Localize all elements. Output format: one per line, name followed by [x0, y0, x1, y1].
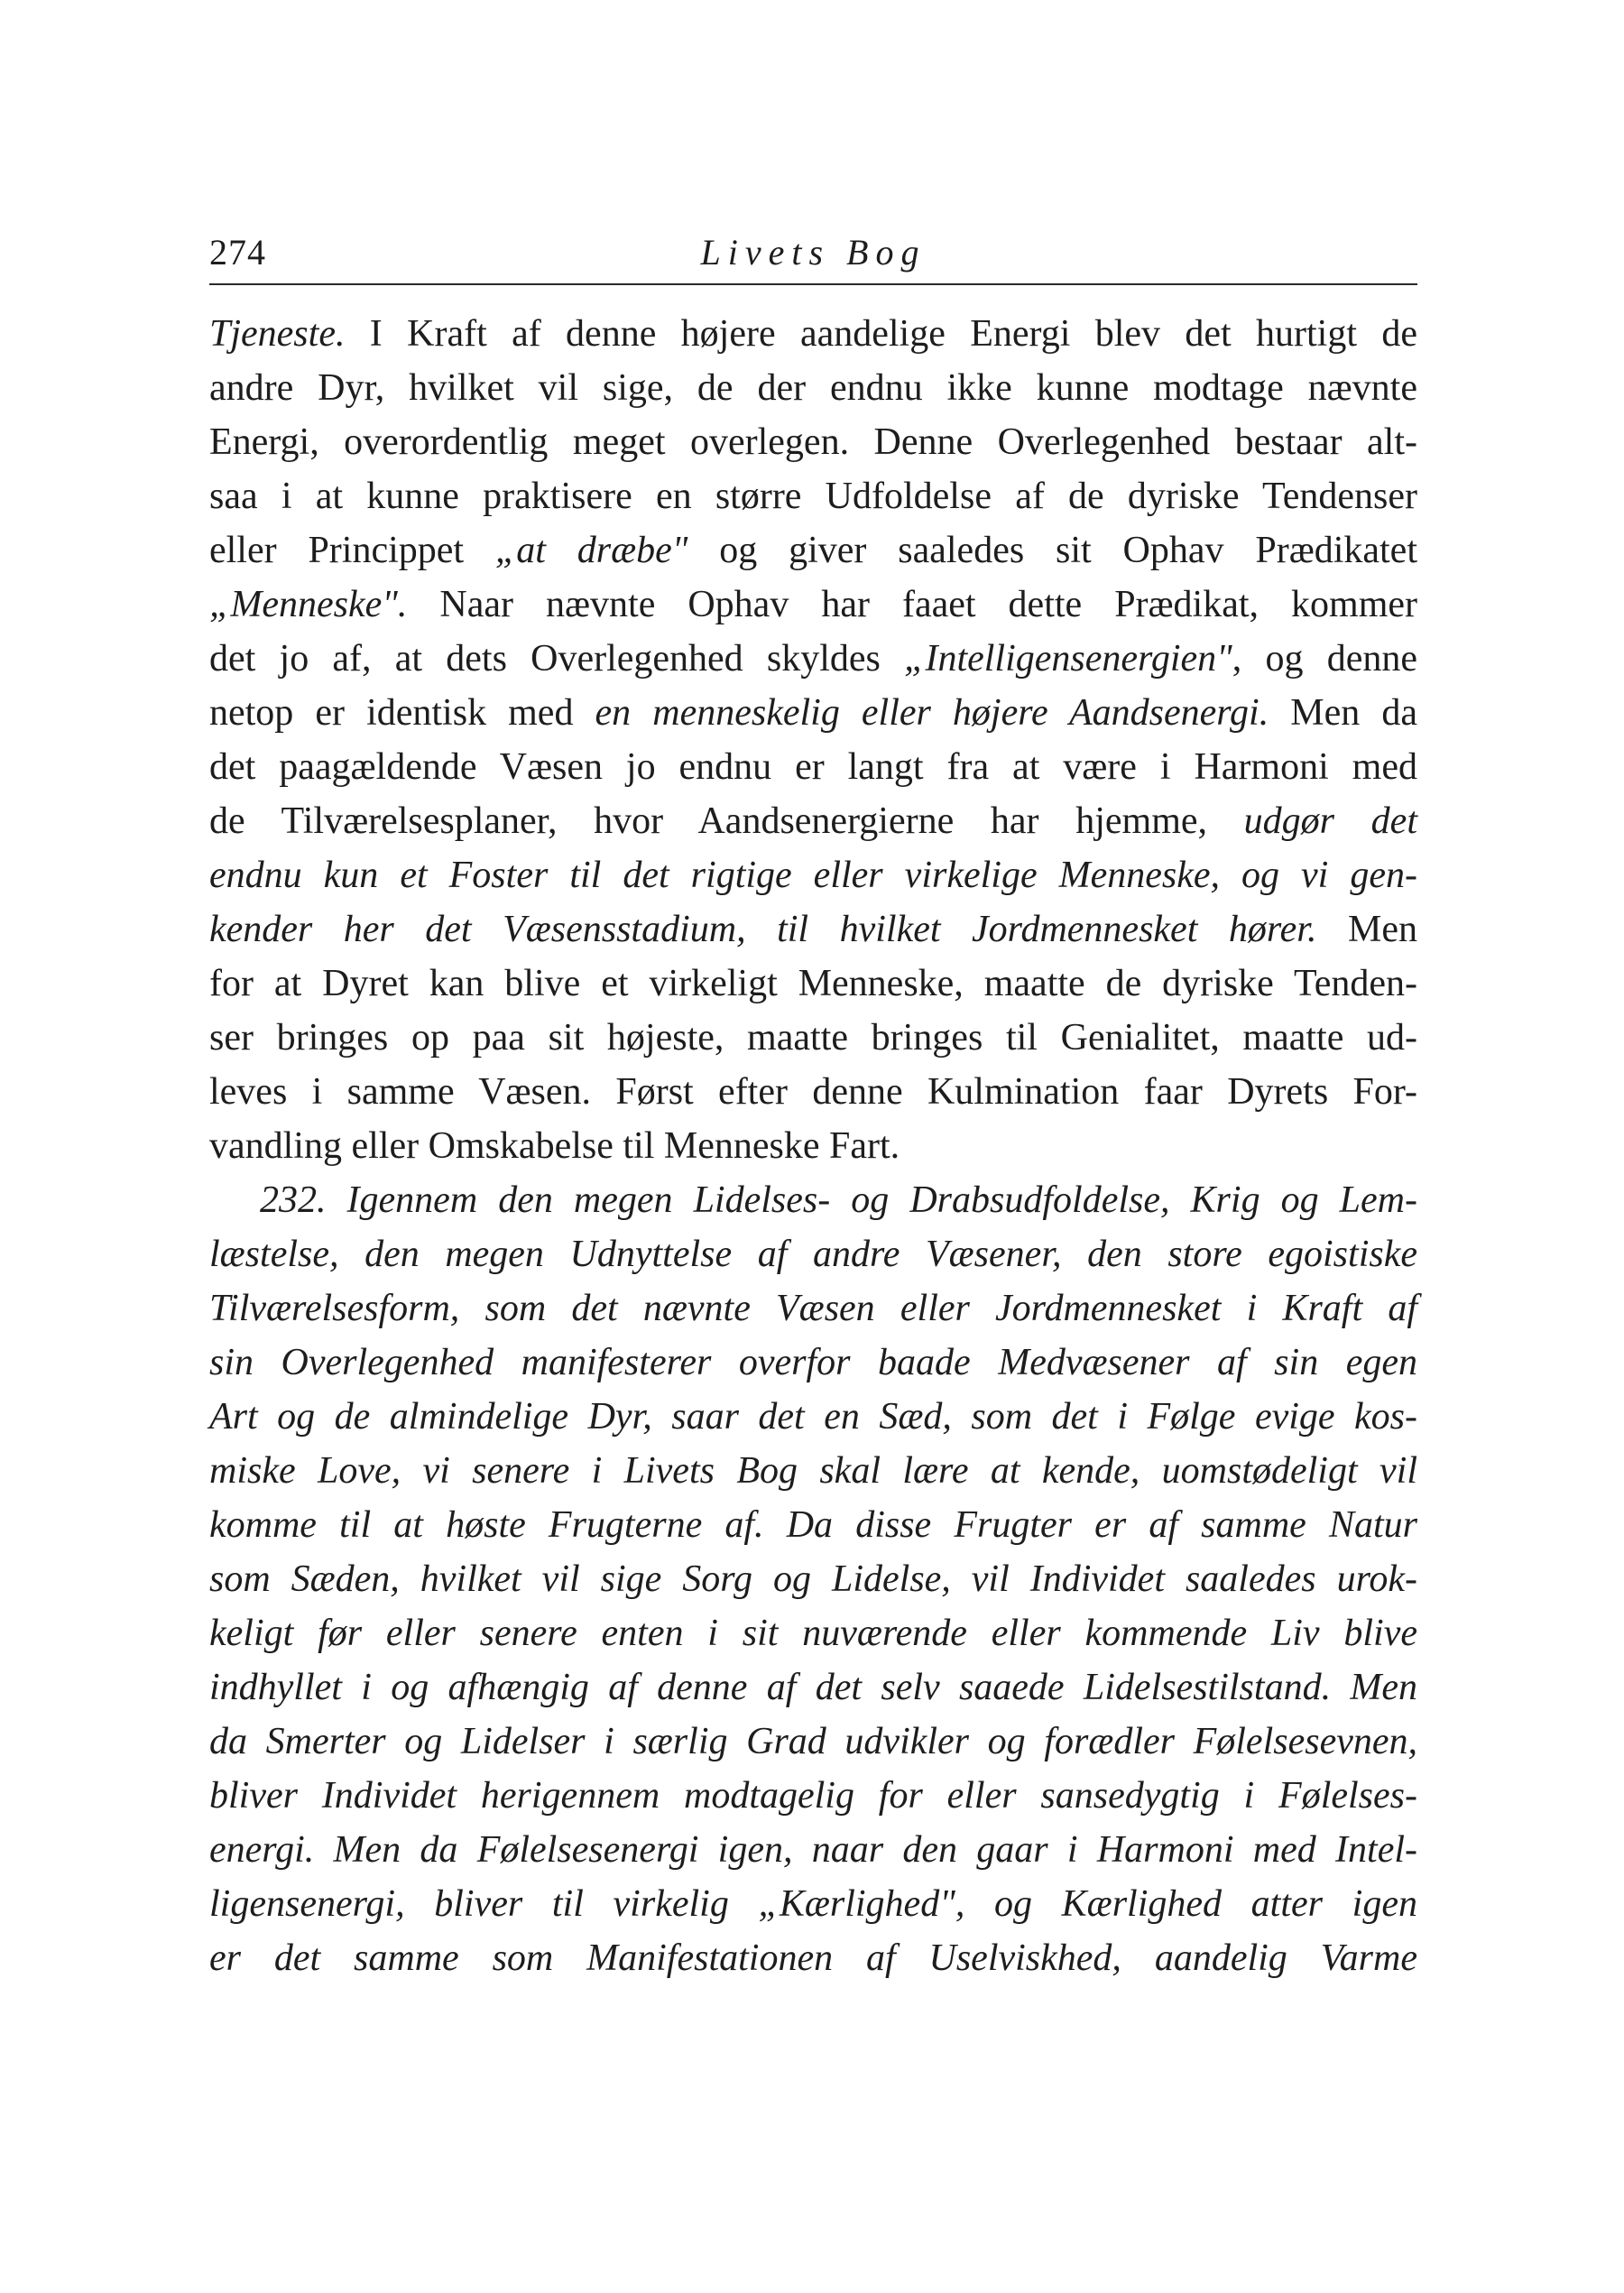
text-line: [209, 578, 1417, 632]
italic-text-run: 232. Igennem den megen Lidelses- og Drabsudfoldelse, Krig og Lem-: [260, 1179, 1417, 1221]
italic-text-run: er det samme som Manifestationen af Uselviskhed, aandelig Varme: [209, 1937, 1417, 1979]
text-run: det jo af, at dets Overlegenhed skyldes: [209, 638, 905, 680]
text-run: , og denne: [1232, 638, 1417, 680]
text-line: [209, 686, 1417, 740]
text-line: [209, 1336, 1417, 1390]
text-line: [209, 469, 1417, 523]
italic-text-run: ligensenergi, bliver til virkelig „Kærlighed", og Kærlighed atter igen: [209, 1883, 1417, 1925]
running-head: [209, 224, 1417, 282]
italic-text-run: som Sæden, hvilket vil sige Sorg og Lidelse, vil Individet saaledes urok-: [209, 1558, 1417, 1600]
text-run: leves i samme Væsen. Først efter denne Kulmination faar Dyrets For-: [209, 1071, 1417, 1113]
text-line: [209, 1498, 1417, 1552]
text-line: [209, 740, 1417, 794]
italic-text-run: keligt før eller senere enten i sit nuværende eller kommende Liv blive: [209, 1613, 1417, 1654]
text-run: Energi, overordentlig meget overlegen. Denne Overlegenhed bestaar alt-: [209, 421, 1417, 463]
text-run: netop er identisk med: [209, 692, 595, 734]
italic-text-run: Art og de almindelige Dyr, saar det en Sæd, som det i Følge evige kos-: [209, 1396, 1417, 1438]
italic-text-run: indhyllet i og afhængig af denne af det selv saaede Lidelsestilstand. Men: [209, 1667, 1417, 1708]
body-text: [209, 307, 1417, 1985]
italic-text-run: miske Love, vi senere i Livets Bog skal lære at kende, uomstødeligt vil: [209, 1450, 1417, 1492]
text-line: [209, 361, 1417, 415]
italic-text-run: „Menneske".: [209, 584, 408, 625]
italic-text-run: udgør det: [1243, 800, 1417, 842]
text-line: [209, 1877, 1417, 1931]
text-line: [209, 1065, 1417, 1119]
text-line: [209, 1227, 1417, 1281]
text-line: [209, 307, 1417, 361]
text-line: [209, 1660, 1417, 1715]
italic-text-run: Tjeneste.: [209, 313, 346, 355]
text-run: I Kraft af denne højere aandelige Energi blev det hurtigt de: [345, 313, 1417, 355]
italic-text-run: da Smerter og Lidelser i særlig Grad udvikler og forædler Følelsesevnen,: [209, 1721, 1417, 1762]
text-line: [209, 1173, 1417, 1227]
text-run: Men: [1316, 909, 1417, 950]
text-line: [209, 1281, 1417, 1336]
text-line: [209, 957, 1417, 1011]
text-run: saa i at kunne praktisere en større Udfoldelse af de dyriske Tendenser: [209, 476, 1417, 517]
text-line: [209, 1823, 1417, 1877]
running-title: Livets Bog: [700, 232, 927, 273]
header-rule: [209, 283, 1417, 285]
italic-text-run: komme til at høste Frugterne af. Da disse Frugter er af samme Natur: [209, 1504, 1417, 1546]
text-run: Naar nævnte Ophav har faaet dette Prædikat, kommer: [407, 584, 1417, 625]
italic-text-run: Tilværelsesform, som det nævnte Væsen eller Jordmennesket i Kraft af: [209, 1288, 1417, 1329]
italic-text-run: endnu kun et Foster til det rigtige eller virkelige Menneske, og vi gen-: [209, 855, 1417, 896]
text-run: ser bringes op paa sit højeste, maatte bringes til Genialitet, maatte ud-: [209, 1017, 1417, 1059]
text-run: de Tilværelsesplaner, hvor Aandsenergierne har hjemme,: [209, 800, 1244, 842]
text-line: [209, 632, 1417, 686]
text-line: [209, 794, 1417, 848]
text-line: [209, 1606, 1417, 1660]
italic-text-run: en menneskelig eller højere Aandsenergi.: [595, 692, 1269, 734]
text-line: [209, 902, 1417, 957]
italic-text-run: læstelse, den megen Udnyttelse af andre Væsener, den store egoistiske: [209, 1234, 1417, 1275]
italic-text-run: energi. Men da Følelsesenergi igen, naar den gaar i Harmoni med Intel-: [209, 1829, 1417, 1871]
italic-text-run: kender her det Væsensstadium, til hvilket Jordmennesket hører.: [209, 909, 1317, 950]
text-run: det paagældende Væsen jo endnu er langt fra at være i Harmoni med: [209, 746, 1417, 788]
text-run: for at Dyret kan blive et virkeligt Menneske, maatte de dyriske Tenden-: [209, 963, 1417, 1004]
text-line: [209, 415, 1417, 469]
text-line: [209, 848, 1417, 902]
text-line: [209, 1931, 1417, 1985]
text-line: [209, 523, 1417, 578]
text-line: [209, 1552, 1417, 1606]
text-run: Men da: [1269, 692, 1417, 734]
text-run: og giver saaledes sit Ophav Prædikatet: [687, 530, 1417, 571]
text-run: andre Dyr, hvilket vil sige, de der endnu ikke kunne modtage nævnte: [209, 367, 1417, 409]
text-line: [209, 1769, 1417, 1823]
italic-text-run: „Intelligensenergien": [904, 638, 1232, 680]
text-line: [209, 1119, 1417, 1173]
text-line: [209, 1444, 1417, 1498]
page-number: 274: [209, 232, 266, 273]
text-line: [209, 1390, 1417, 1444]
italic-text-run: sin Overlegenhed manifesterer overfor baade Medvæsener af sin egen: [209, 1342, 1417, 1383]
italic-text-run: bliver Individet herigennem modtagelig for eller sansedygtig i Følelses-: [209, 1775, 1417, 1817]
text-line: [209, 1715, 1417, 1769]
italic-text-run: „at dræbe": [494, 530, 688, 571]
text-line: [209, 1011, 1417, 1065]
text-run: vandling eller Omskabelse til Menneske Fart.: [209, 1125, 900, 1167]
text-run: eller Princippet: [209, 530, 495, 571]
